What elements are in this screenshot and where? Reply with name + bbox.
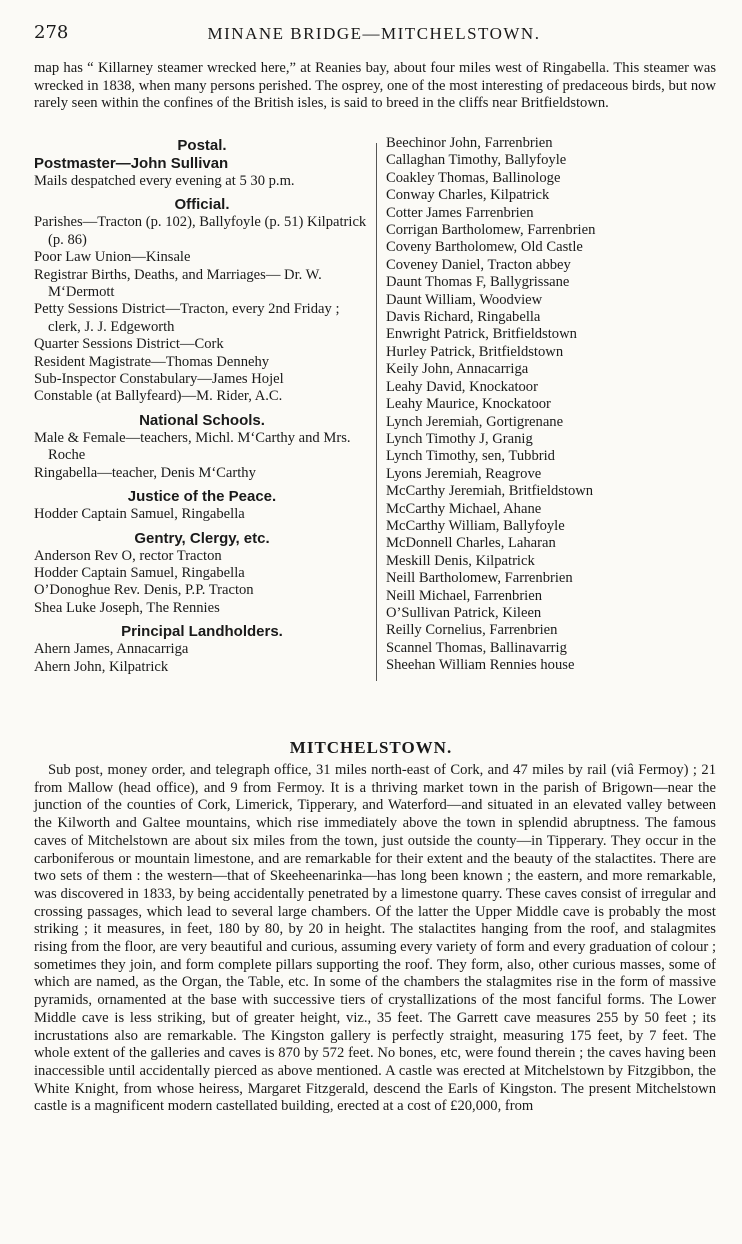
schools-line: Ringabella—teacher, Denis M‘Carthy <box>34 464 256 481</box>
page-header <box>34 22 714 48</box>
landholder-entry: Beechinor John, Farrenbrien <box>386 135 553 151</box>
mails-line: Mails despatched every evening at 5 30 p.m. <box>34 173 295 189</box>
landholder-entry: Cotter James Farrenbrien <box>386 204 534 221</box>
running-head: MINANE BRIDGE—MITCHELSTOWN. <box>207 24 541 43</box>
landholder-entry: Conway Charles, Kilpatrick <box>386 187 550 204</box>
landholder-entry: Davis Richard, Ringabella <box>386 309 541 326</box>
justice-line: Hodder Captain Samuel, Ringabella <box>34 506 245 523</box>
column-divider <box>376 143 377 681</box>
gentry-line: Hodder Captain Samuel, Ringabella <box>34 564 245 581</box>
landholder-entry: Daunt William, Woodview <box>386 291 543 308</box>
directory-columns <box>34 135 716 685</box>
official-line: Resident Magistrate—Thomas Dennehy <box>34 353 270 370</box>
schools-line: Male & Female—teachers, Michl. M‘Carthy and Mrs. Roche <box>34 429 351 464</box>
landholder-entry: Coakley Thomas, Ballinologe <box>386 169 561 186</box>
landholder-entry: Callaghan Timothy, Ballyfoyle <box>386 152 567 169</box>
official-line: Quarter Sessions District—Cork <box>34 336 224 353</box>
landholder-entry: Meskill Denis, Kilpatrick <box>386 552 535 569</box>
gentry-heading: Gentry, Clergy, etc. <box>134 529 270 547</box>
landholder-entry: Lynch Jeremiah, Gortigrenane <box>386 413 564 430</box>
landholder-entry: McCarthy William, Ballyfoyle <box>386 517 565 534</box>
justice-heading: Justice of the Peace. <box>127 488 277 506</box>
landholder-entry: Hurley Patrick, Britfieldstown <box>386 343 564 360</box>
gentry-line: Shea Luke Joseph, The Rennies <box>34 599 220 616</box>
landholders-heading: Principal Landholders. <box>121 623 283 641</box>
landholder-entry: Sheehan William Rennies house <box>386 657 575 674</box>
official-line: Parishes—Tracton (p. 102), Ballyfoyle (p. 51) Kilpatrick (p. 86) <box>34 214 367 248</box>
postmaster-line: Postmaster—John Sullivan <box>34 155 229 172</box>
official-line: Constable (at Ballyfeard)—M. Rider, A.C. <box>34 388 283 405</box>
official-line: Poor Law Union—Kinsale <box>34 249 191 266</box>
gentry-line: O’Donoghue Rev. Denis, P.P. Tracton <box>34 582 254 599</box>
intro-paragraph: map has “ Killarney steamer wrecked here,” at Reanies bay, about four miles west of Ringabella. This steamer was wrecked in 1838, when many persons perished. The osprey, one of the most interesting of predaceous birds, but now rarely seen within the confines of the British isles, is said to breed in the cliffs near Britfieldstown. <box>34 60 716 112</box>
landholder-entry: Coveny Bartholomew, Old Castle <box>386 239 583 256</box>
official-line: Petty Sessions District—Tracton, every 2nd Friday ; clerk, J. J. Edgeworth <box>34 301 340 335</box>
landholder-entry: Lyons Jeremiah, Reagrove <box>386 465 542 482</box>
landholder-entry: Corrigan Bartholomew, Farrenbrien <box>386 222 596 239</box>
landholder-entry: Lynch Timothy, sen, Tubbrid <box>386 448 555 465</box>
landholder-entry: Coveney Daniel, Tracton abbey <box>386 256 571 273</box>
landholder-entry: McDonnell Charles, Laharan <box>386 535 556 552</box>
schools-heading: National Schools. <box>139 411 265 429</box>
landholder-entry: Enwright Patrick, Britfieldstown <box>386 326 577 343</box>
landholder-entry: Daunt Thomas F, Ballygrissane <box>386 274 570 291</box>
official-line: Registrar Births, Deaths, and Marriages— Dr. W. M‘Dermott <box>34 266 322 301</box>
landholders-line: Ahern James, Annacarriga <box>34 641 189 658</box>
official-line: Sub-Inspector Constabulary—James Hojel <box>34 371 284 388</box>
landholder-entry: Scannel Thomas, Ballinavarrig <box>386 639 567 656</box>
landholder-entry: Lynch Timothy J, Granig <box>386 430 533 447</box>
landholder-entry: Neill Bartholomew, Farrenbrien <box>386 570 573 587</box>
landholder-entry: Leahy Maurice, Knockatoor <box>386 396 551 413</box>
right-column <box>386 135 716 675</box>
landholder-entry: Keily John, Annacarriga <box>386 361 529 378</box>
gentry-line: Anderson Rev O, rector Tracton <box>34 547 222 564</box>
page-number: 278 <box>34 22 69 43</box>
section-title: MITCHELSTOWN. <box>289 738 453 757</box>
postal-heading: Postal. <box>177 137 227 154</box>
landholder-entry: McCarthy Jeremiah, Britfieldstown <box>386 483 594 500</box>
landholder-entry: O’Sullivan Patrick, Kileen <box>386 604 542 621</box>
landholder-entry: Neill Michael, Farrenbrien <box>386 587 543 604</box>
landholder-entry: Leahy David, Knockatoor <box>386 378 538 395</box>
left-column <box>34 135 370 676</box>
official-heading: Official. <box>174 196 230 214</box>
landholder-entry: Reilly Cornelius, Farrenbrien <box>386 622 558 639</box>
landholder-entry: McCarthy Michael, Ahane <box>386 500 542 517</box>
section-body: Sub post, money order, and telegraph office, 31 miles north-east of Cork, and 47 miles by rail (viâ Fermoy) ; 21 from Mallow (head office), and 9 from Fermoy. It is a thriving market town in the parish of Brigown—near the junction of the counties of Cork, Limerick, Tipperary, and Waterford—and situated in an elevated valley between the Kilworth and Galtee mountains, which rise immediately above the town in splendid abruptness. The famous caves of Mitchelstown are about six miles from the town, just outside the county—in Tipperary. They occur in the carboniferous or mountain limestone, and are remarkable for their extent and the beauty of the stalactites. There are two sets of them : the western—that of Skeeheenarinka—has long been known ; the eastern, and more remarkable, was discovered in 1833, by being accidentally penetrated by a limestone quarry. These caves consist of irregular and crossing passages, which lead to several large chambers. Of the latter the Upper Middle cave is probably the most striking ; it measures, in feet, 180 by 80, by 20 in height. The stalactites hanging from the roof, and stalagmites rising from the floor, are very beautiful and curious, assuming every variety of form and every graduation of colour ; sometimes they join, and form complete pillars supporting the roof. They form, also, other curious masses, some of which are named, as the Organ, the Table, etc. In some of the chambers the stalagmites rise in the form of massive pyramids, ornamented at the base with successive tiers of crystallizations of the most fanciful forms. The Lower Middle cave is less striking, but of greater height, viz., 35 feet. The Garrett cave measures 255 by 50 feet ; its incrustations also are remarkable. The Kingston gallery is perfectly straight, measuring 175 feet, by 7 feet. The whole extent of the galleries and caves is 870 by 572 feet. No bones, etc, were found therein ; the caves having been inaccessible until accidentally pierced as above mentioned. A castle was erected at Mitchelstown by Fitzgibbon, the White Knight, from whose heiress, Margaret Fitzgerald, descend the Earls of Kingston. The present Mitchelstown castle is a magnificent modern castellated building, erected at a cost of £20,000, from <box>34 762 716 1115</box>
landholders-line: Ahern John, Kilpatrick <box>34 658 169 675</box>
